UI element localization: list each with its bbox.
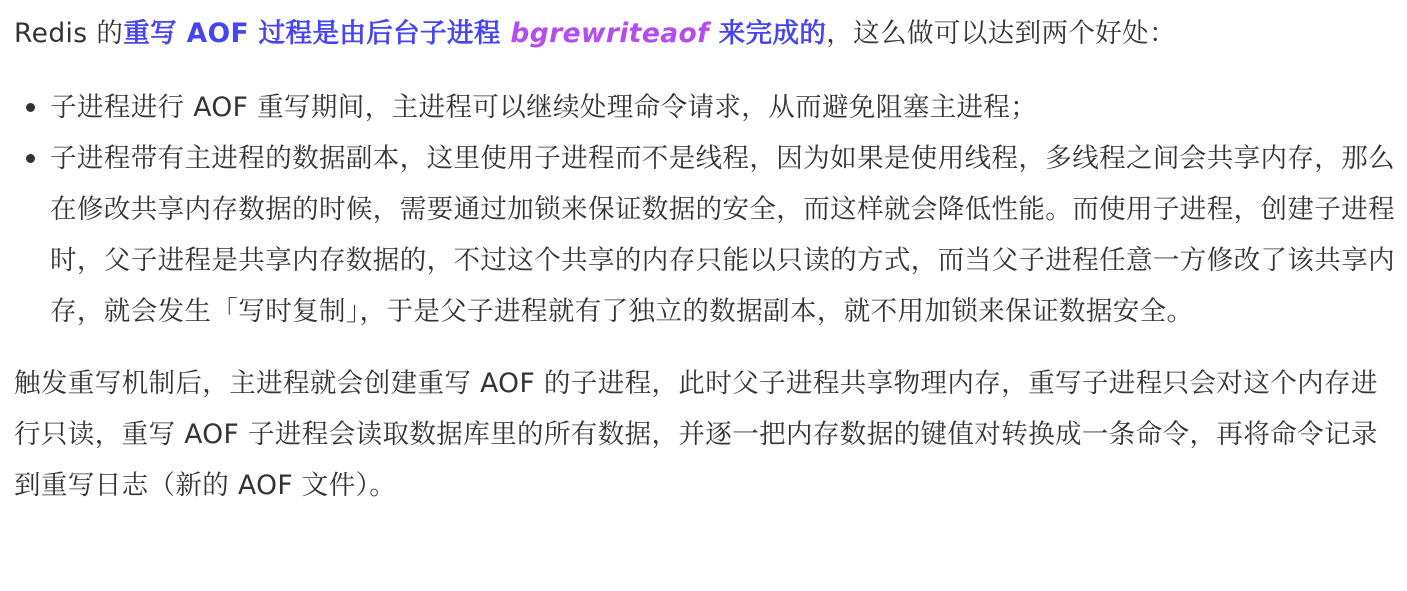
- list-item: [14, 133, 1399, 337]
- intro-paragraph: [14, 8, 1399, 59]
- rewrite-mechanism-paragraph: 触发重写机制后，主进程就会创建重写 AOF 的子进程，此时父子进程共享物理内存，重写子进程只会对这个内存进行只读，重写 AOF 子进程会读取数据库里的所有数据，并逐一把内存数据的键值对转换成一条命令，再将命令记录到重写日志（新的 AOF 文件）。: [14, 368, 1378, 501]
- intro-strong-text-end: 来完成的: [709, 18, 827, 49]
- list-item-text: 子进程带有主进程的数据副本，这里使用子进程而不是线程，因为如果是使用线程，多线程之间会共享内存，那么在修改共享内存数据的时候，需要通过加锁来保证数据的安全，而这样就会降低性能。而使用子进程，创建子进程时，父子进程是共享内存数据的，不过这个共享的内存只能以只读的方式，而当父子进程任意一方修改了该共享内存，就会发生「写时复制」，于是父子进程就有了独立的数据副本，就不用加锁来保证数据安全。: [50, 143, 1395, 327]
- intro-prefix: Redis 的: [14, 18, 124, 49]
- intro-strong-text: 重写 AOF 过程是由后台子进程: [123, 18, 511, 49]
- list-item-text: 子进程进行 AOF 重写期间，主进程可以继续处理命令请求，从而避免阻塞主进程；: [50, 92, 1038, 123]
- benefits-list: [14, 82, 1399, 337]
- list-item: [14, 82, 1399, 133]
- bullet-dot-icon: [26, 103, 35, 112]
- bullet-dot-icon: [26, 154, 35, 163]
- intro-emphasis-text: bgrewriteaof: [510, 18, 710, 49]
- intro-suffix: ，这么做可以达到两个好处：: [826, 18, 1176, 49]
